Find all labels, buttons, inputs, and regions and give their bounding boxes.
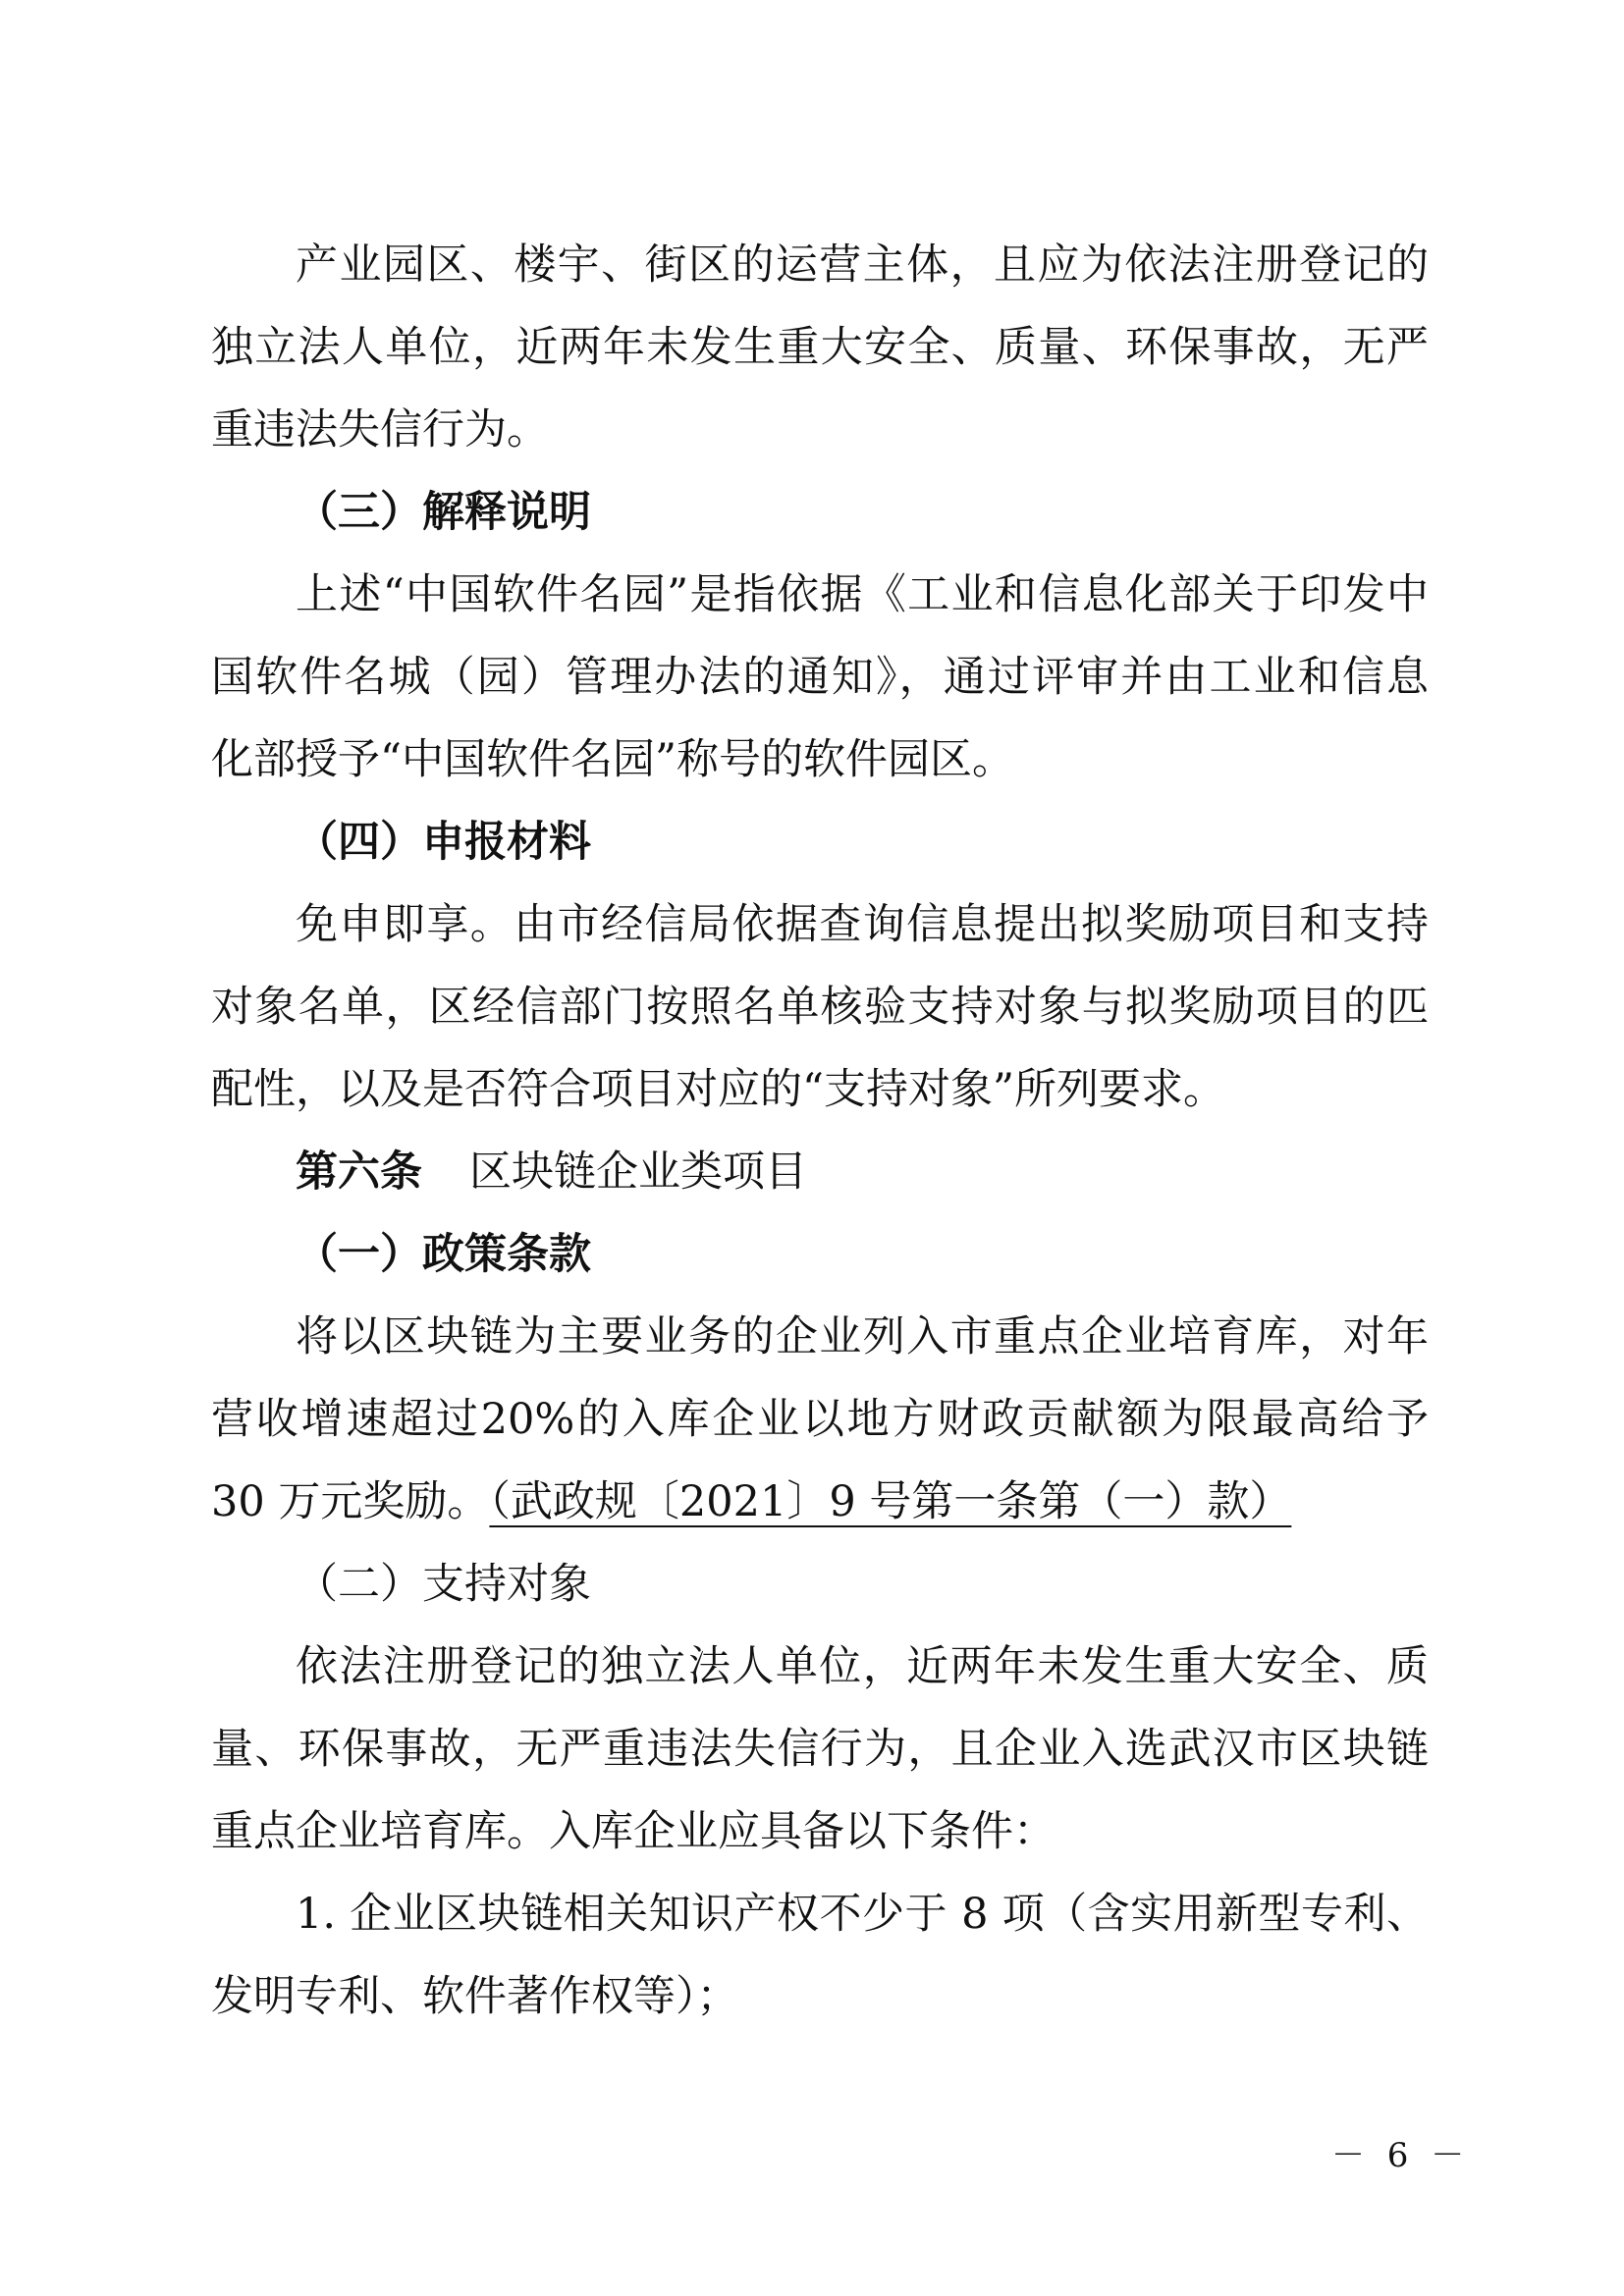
paragraph-line: 上述“中国软件名园”是指依据《工业和信息化部关于印发中 (296, 570, 1429, 619)
reward-text: 30 万元奖励。 (211, 1477, 490, 1526)
paragraph-line (211, 1461, 1429, 1543)
list-item-line: 发明专利、软件著作权等）； (211, 1972, 739, 2021)
paragraph-line: 独立法人单位，近两年未发生重大安全、质量、环保事故，无严 (211, 323, 1429, 372)
paragraph-line: 配性，以及是否符合项目对应的“支持对象”所列要求。 (211, 1065, 1225, 1114)
article-title: 区块链企业类项目 (469, 1148, 807, 1197)
list-item-line: 1. 企业区块链相关知识产权不少于 8 项（含实用新型专利、 (296, 1890, 1429, 1939)
paragraph-line: 化部授予“中国软件名园”称号的软件园区。 (211, 735, 1014, 784)
paragraph-line: 重违法失信行为。 (211, 405, 549, 454)
policy-citation: （武政规〔2021〕9 号第一条第（一）款） (489, 1477, 1292, 1526)
paragraph-line: 量、环保事故，无严重违法失信行为，且企业入选武汉市区块链 (211, 1725, 1429, 1774)
section-heading-policy: （一）政策条款 (296, 1230, 591, 1279)
paragraph-line: 营收增速超过20%的入库企业以地方财政贡献额为限最高给予 (211, 1395, 1429, 1444)
paragraph-line: 将以区块链为主要业务的企业列入市重点企业培育库，对年 (296, 1312, 1429, 1362)
paragraph-line: 免申即享。由市经信局依据查询信息提出拟奖励项目和支持 (296, 900, 1429, 949)
article-number: 第六条 (296, 1148, 422, 1197)
paragraph-line: 依法注册登记的独立法人单位，近两年未发生重大安全、质 (296, 1642, 1429, 1691)
paragraph-line: 重点企业培育库。入库企业应具备以下条件： (211, 1807, 1056, 1856)
paragraph-line: 国软件名城（园）管理办法的通知》，通过评审并由工业和信息 (211, 653, 1429, 702)
section-heading-targets: （二）支持对象 (296, 1560, 591, 1609)
section-heading-explanation: （三）解释说明 (296, 488, 591, 537)
article-heading (211, 1131, 1429, 1213)
section-heading-materials: （四）申报材料 (296, 818, 591, 867)
document-body (211, 224, 1429, 2038)
page-number: － 6 － (1331, 2136, 1471, 2175)
paragraph-line: 对象名单，区经信部门按照名单核验支持对象与拟奖励项目的匹 (211, 983, 1429, 1032)
paragraph-line: 产业园区、楼宇、街区的运营主体，且应为依法注册登记的 (296, 240, 1429, 290)
